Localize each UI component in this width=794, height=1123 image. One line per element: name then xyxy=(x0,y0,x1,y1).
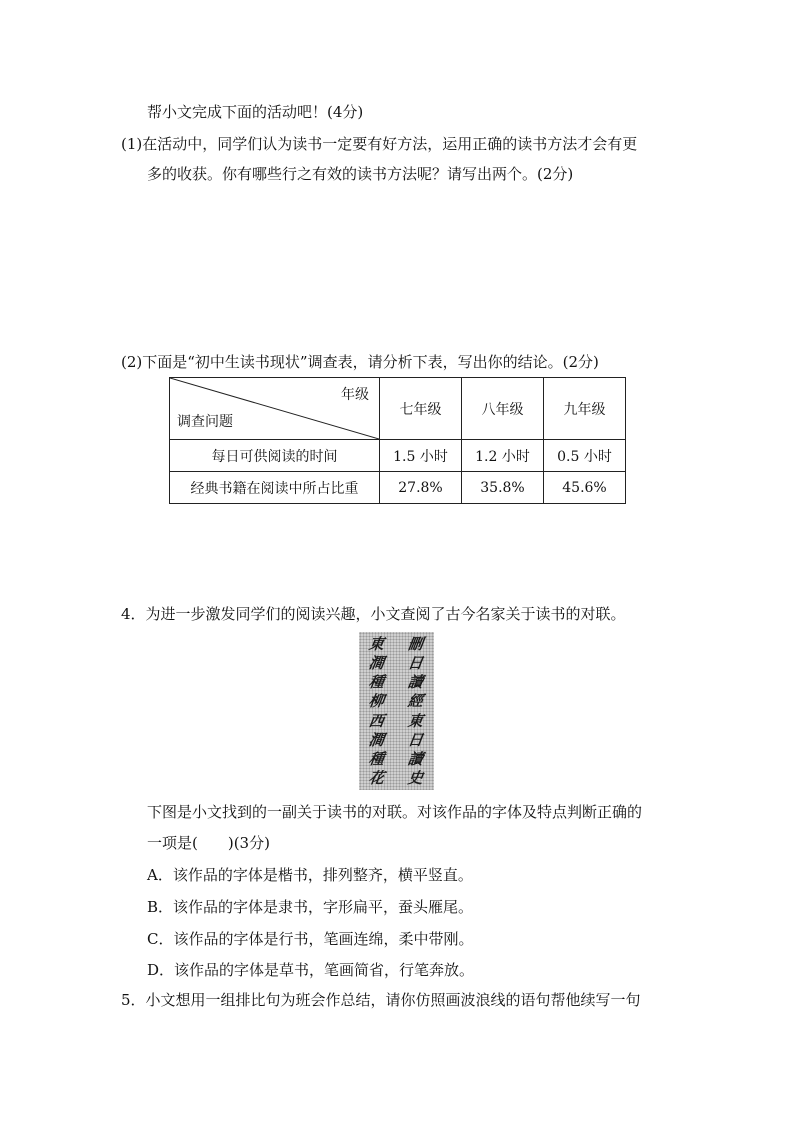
couplet-char: 種 xyxy=(368,749,386,768)
survey-table xyxy=(169,377,626,504)
table-cell: 1.2 小时 xyxy=(462,440,544,472)
question-4-description-line-2: 一项是( )(3分) xyxy=(147,834,270,852)
couplet-char: 日 xyxy=(407,730,425,749)
header-grade: 年级 xyxy=(341,387,369,403)
table-row xyxy=(170,440,626,472)
couplet-char: 花 xyxy=(368,768,386,787)
column-header: 八年级 xyxy=(462,378,544,440)
question-1-line-1: (1)在活动中，同学们认为读书一定要有好方法，运用正确的读书方法才会有更 xyxy=(121,135,638,153)
couplet-char: 日 xyxy=(407,654,425,673)
couplet-char: 經 xyxy=(407,692,425,711)
column-header: 七年级 xyxy=(380,378,462,440)
header-question: 调查问题 xyxy=(177,414,233,430)
column-header: 九年级 xyxy=(544,378,626,440)
option-d: D．该作品的字体是草书，笔画简省，行笔奔放。 xyxy=(147,961,475,979)
table-cell: 35.8% xyxy=(462,472,544,504)
table-header-row xyxy=(170,378,626,440)
couplet-char: 史 xyxy=(407,768,425,787)
table-cell: 27.8% xyxy=(380,472,462,504)
calligraphy-couplet-image xyxy=(359,632,434,790)
couplet-char: 讀 xyxy=(407,749,425,768)
couplet-char: 刪 xyxy=(407,635,425,653)
question-4-prompt: 4．为进一步激发同学们的阅读兴趣，小文查阅了古今名家关于读书的对联。 xyxy=(121,605,626,623)
couplet-right-scroll xyxy=(407,636,425,786)
activity-intro: 帮小文完成下面的活动吧！(4分) xyxy=(147,103,364,121)
question-4-description-line-1: 下图是小文找到的一副关于读书的对联。对该作品的字体及特点判断正确的 xyxy=(147,803,643,821)
question-1-line-2: 多的收获。你有哪些行之有效的读书方法呢？请写出两个。(2分) xyxy=(147,165,574,183)
option-c: C．该作品的字体是行书，笔画连绵，柔中带刚。 xyxy=(147,930,474,948)
table-diagonal-header xyxy=(170,378,380,440)
option-b: B．该作品的字体是隶书，字形扁平，蚕头雁尾。 xyxy=(147,898,474,916)
question-2-prompt: (2)下面是“初中生读书现状”调查表，请分析下表，写出你的结论。(2分) xyxy=(121,353,599,371)
option-a: A．该作品的字体是楷书，排列整齐，横平竖直。 xyxy=(147,866,473,884)
question-5-prompt: 5．小文想用一组排比句为班会作总结，请你仿照画波浪线的语句帮他续写一句 xyxy=(121,991,641,1009)
couplet-char: 東 xyxy=(368,635,386,653)
table-cell: 45.6% xyxy=(544,472,626,504)
couplet-char: 讀 xyxy=(407,673,425,692)
row-label: 每日可供阅读的时间 xyxy=(170,440,380,472)
table-row xyxy=(170,472,626,504)
table-cell: 0.5 小时 xyxy=(544,440,626,472)
couplet-char: 種 xyxy=(368,673,386,692)
couplet-char: 澗 xyxy=(368,654,386,673)
couplet-char: 西 xyxy=(368,711,386,730)
couplet-char: 澗 xyxy=(368,730,386,749)
couplet-char: 東 xyxy=(407,711,425,730)
table-cell: 1.5 小时 xyxy=(380,440,462,472)
row-label: 经典书籍在阅读中所占比重 xyxy=(170,472,380,504)
couplet-char: 柳 xyxy=(368,692,386,711)
couplet-left-scroll xyxy=(368,636,386,786)
